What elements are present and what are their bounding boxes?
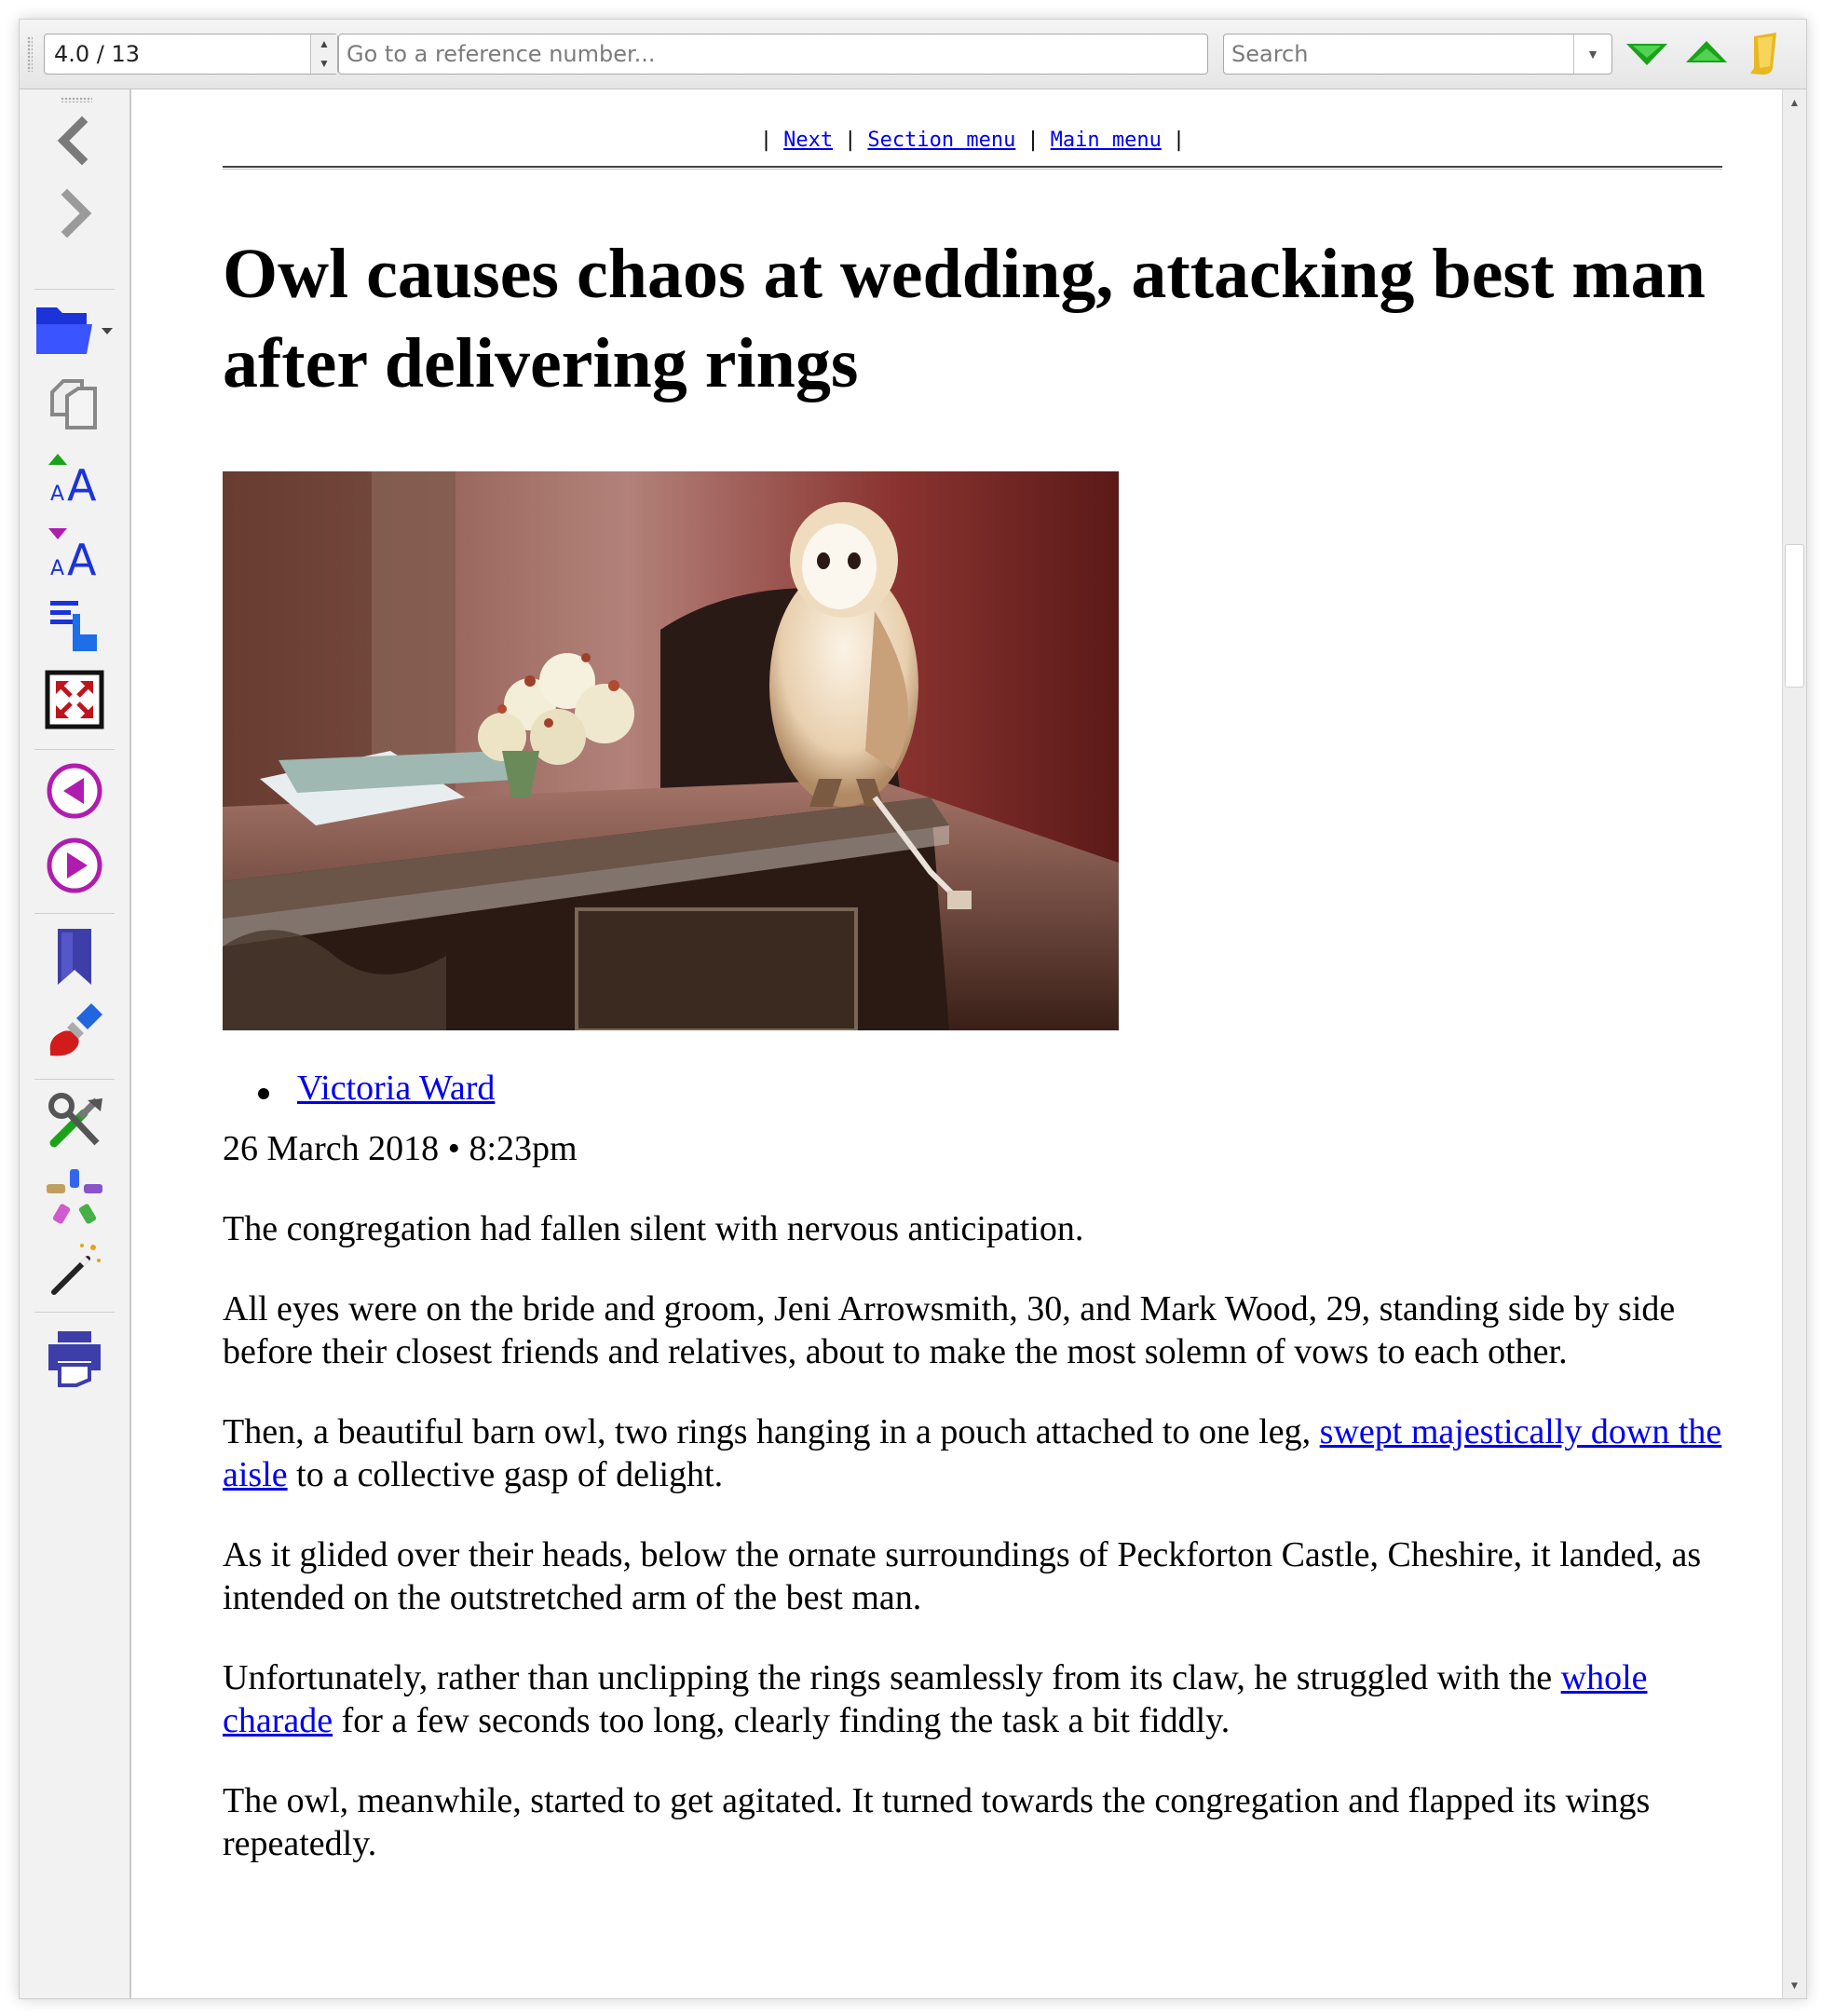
svg-text:A: A <box>50 557 65 580</box>
article-photo <box>223 471 1119 1030</box>
toolbar <box>20 20 1806 89</box>
spin-up-icon[interactable]: ▲ <box>319 37 330 50</box>
settings-tools-icon <box>45 1093 104 1152</box>
vertical-scrollbar[interactable] <box>1782 89 1806 1998</box>
print-icon <box>45 1328 104 1387</box>
sidebar-separator <box>34 749 115 750</box>
paragraph-5 <box>223 1656 1722 1742</box>
next-link[interactable]: Next <box>783 129 834 152</box>
categories-button[interactable] <box>40 1165 109 1230</box>
previous-section-button[interactable] <box>40 758 109 824</box>
paragraph-1: The congregation had fallen silent with nervous anticipation. <box>223 1209 1084 1248</box>
forward-arrow-icon <box>47 185 102 241</box>
go-to-text-icon <box>45 595 104 655</box>
svg-text:A: A <box>50 483 65 506</box>
svg-text:A: A <box>67 535 97 582</box>
reference-number-input[interactable] <box>338 34 1208 75</box>
fullscreen-icon <box>45 670 104 729</box>
page-indicator[interactable]: 4.0 / 13 <box>54 41 141 67</box>
back-button[interactable] <box>40 108 109 173</box>
search-combobox[interactable] <box>1223 34 1612 75</box>
copy-button[interactable] <box>40 371 109 436</box>
paragraph-5-text: Unfortunately, rather than unclipping the rings seamlessly from its claw, he struggled with the <box>223 1658 1561 1697</box>
highlight-button[interactable] <box>40 999 109 1064</box>
sidebar-grip[interactable] <box>61 97 92 102</box>
barn-owl-photo <box>223 471 1119 1030</box>
paragraph-3-text-end: to a collective gasp of delight. <box>287 1455 724 1494</box>
nav-separator: | <box>1172 129 1186 152</box>
nav-separator: | <box>844 129 857 152</box>
nav-separator: | <box>759 129 773 152</box>
bullet-icon <box>258 1088 269 1099</box>
reader-window <box>19 19 1807 1999</box>
page-spinbox[interactable] <box>44 34 338 75</box>
chevron-down-icon[interactable]: ▼ <box>1573 34 1611 74</box>
paragraph-5-text-end: for a few seconds too long, clearly finding the task a bit fiddly. <box>333 1701 1231 1740</box>
bookmark-icon <box>45 927 104 987</box>
magic-wand-icon <box>45 1238 104 1298</box>
settings-button[interactable] <box>40 1090 109 1155</box>
main-menu-link[interactable]: Main menu <box>1050 129 1162 152</box>
swept-majestically-link[interactable]: swept majestically down the aisle <box>223 1412 1722 1494</box>
forward-button[interactable] <box>40 181 109 246</box>
copy-icon <box>45 374 104 433</box>
scroll-down-icon[interactable]: ▼ <box>1788 1979 1801 1992</box>
find-next-icon[interactable] <box>1624 40 1670 68</box>
sidebar-separator <box>34 913 115 914</box>
whole-charade-link[interactable]: whole charade <box>223 1658 1648 1740</box>
paragraph-6: The owl, meanwhile, started to get agitated. It turned towards the congregation and flapped its wings repeatedly. <box>223 1781 1651 1863</box>
fullscreen-button[interactable] <box>40 667 109 732</box>
paragraph-4: As it glided over their heads, below the ornate surroundings of Peckforton Castle, Cheshire, it landed, as intended on the outstretched arm of the best man. <box>223 1535 1702 1617</box>
sidebar-separator <box>34 1312 115 1313</box>
sidebar-separator <box>34 289 115 290</box>
sidebar-separator <box>34 1079 115 1080</box>
toolbar-grip[interactable] <box>27 36 33 72</box>
search-input[interactable] <box>1224 34 1570 74</box>
paragraph-3 <box>223 1410 1722 1496</box>
spin-buttons[interactable] <box>310 34 337 74</box>
back-arrow-icon <box>47 113 102 169</box>
nav-separator: | <box>1027 129 1040 152</box>
decrease-font-icon <box>45 523 104 582</box>
article-headline: Owl causes chaos at wedding, attacking best man after delivering rings <box>223 235 1706 402</box>
increase-font-button[interactable] <box>40 445 109 511</box>
previous-section-icon <box>45 761 104 821</box>
document-view <box>131 89 1782 1998</box>
decrease-font-button[interactable] <box>40 520 109 585</box>
next-section-icon <box>45 836 104 895</box>
bookmark-button[interactable] <box>40 924 109 989</box>
scrollbar-thumb[interactable] <box>1785 544 1804 688</box>
author-list <box>223 1068 495 1109</box>
next-section-button[interactable] <box>40 833 109 898</box>
highlight-brush-icon <box>45 1001 104 1061</box>
open-folder-icon <box>31 296 120 361</box>
scroll-icon[interactable] <box>1745 31 1782 77</box>
scroll-up-icon[interactable]: ▲ <box>1788 96 1801 109</box>
category-tags-icon <box>45 1167 104 1227</box>
section-navigation <box>223 129 1722 152</box>
paragraph-2: All eyes were on the bride and groom, Jeni Arrowsmith, 30, and Mark Wood, 29, standing side by side before their closest friends and relatives, about to make the most solemn of vows to each other. <box>223 1289 1676 1371</box>
paragraph-3-text: Then, a beautiful barn owl, two rings hanging in a pouch attached to one leg, <box>223 1412 1320 1451</box>
author-link[interactable]: Victoria Ward <box>297 1069 496 1108</box>
sidebar <box>20 89 131 1998</box>
dateline: 26 March 2018 • 8:23pm <box>223 1129 578 1168</box>
open-file-button[interactable] <box>31 296 120 361</box>
print-button[interactable] <box>40 1325 109 1390</box>
spin-down-icon[interactable]: ▼ <box>319 57 330 70</box>
horizontal-rule <box>223 166 1722 170</box>
magic-wand-button[interactable] <box>40 1235 109 1301</box>
go-to-text-button[interactable] <box>40 593 109 658</box>
section-menu-link[interactable]: Section menu <box>867 129 1016 152</box>
list-item <box>223 1068 495 1109</box>
svg-text:A: A <box>67 460 97 508</box>
find-previous-icon[interactable] <box>1683 38 1730 66</box>
increase-font-icon <box>45 448 104 508</box>
